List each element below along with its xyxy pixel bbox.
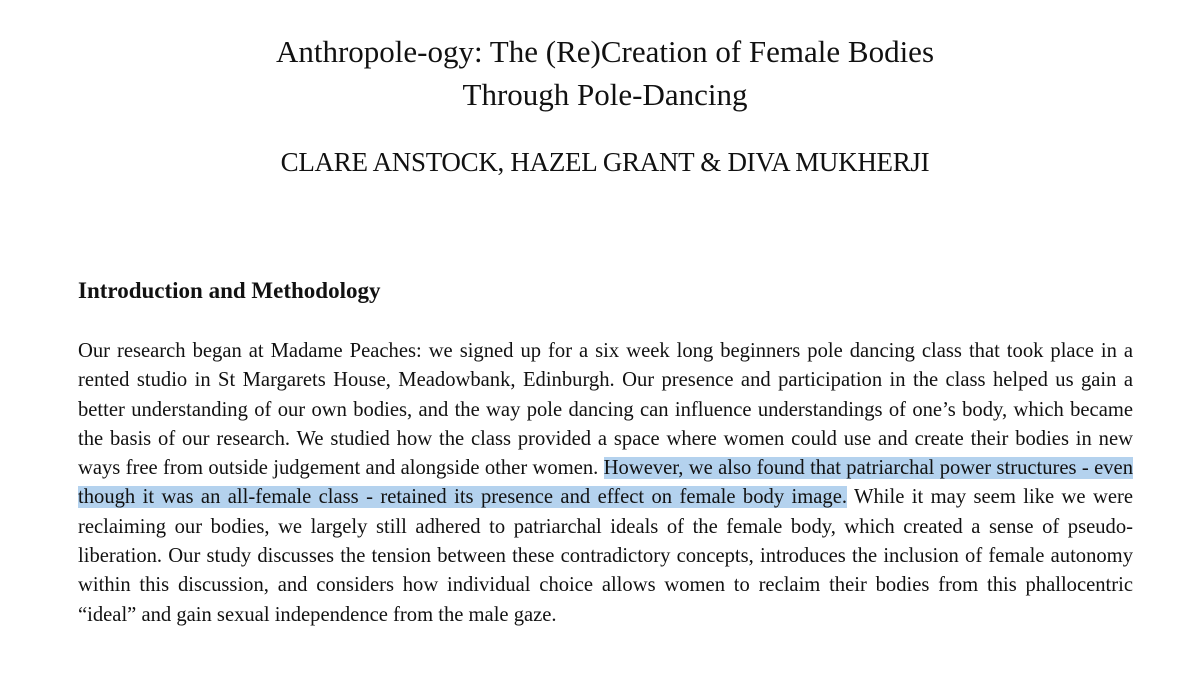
highlighted-text-selection[interactable]: However, we also found that patriarchal power structures - even though it was an all-female class - retained its presence and effect on female body image.	[78, 457, 1133, 509]
body-paragraph[interactable]	[78, 337, 1133, 630]
section-heading: Introduction and Methodology	[78, 278, 381, 303]
paper-title-line-2: Through Pole-Dancing	[462, 77, 748, 112]
paper-authors: CLARE ANSTOCK, HAZEL GRANT & DIVA MUKHERJI	[280, 147, 930, 177]
paper-title-line-1: Anthropole-ogy: The (Re)Creation of Female Bodies	[275, 34, 935, 69]
paragraph-text-before-highlight: Our research began at Madame Peaches: we signed up for a six week long beginners pole dancing class that took place in a rented studio in St Margarets House, Meadowbank, Edinburgh. Our presence and participation in the class helped us gain a better understanding of our own bodies, and the way pole dancing can influence understandings of one’s body, which became the basis of our research. We studied how the class provided a space where women could use and create their bodies in new ways free from outside judgement and alongside other women.	[78, 340, 1133, 480]
paper-title	[0, 30, 1199, 116]
paragraph-text-after-highlight: While it may seem like we were reclaiming our bodies, we largely still adhered to patriarchal ideals of the female body, which created a sense of pseudo-liberation. Our study discusses the tension between these contradictory concepts, introduces the inclusion of female autonomy within this discussion, and considers how individual choice allows women to reclaim their bodies from this phallocentric “ideal” and gain sexual independence from the male gaze.	[78, 486, 1133, 626]
